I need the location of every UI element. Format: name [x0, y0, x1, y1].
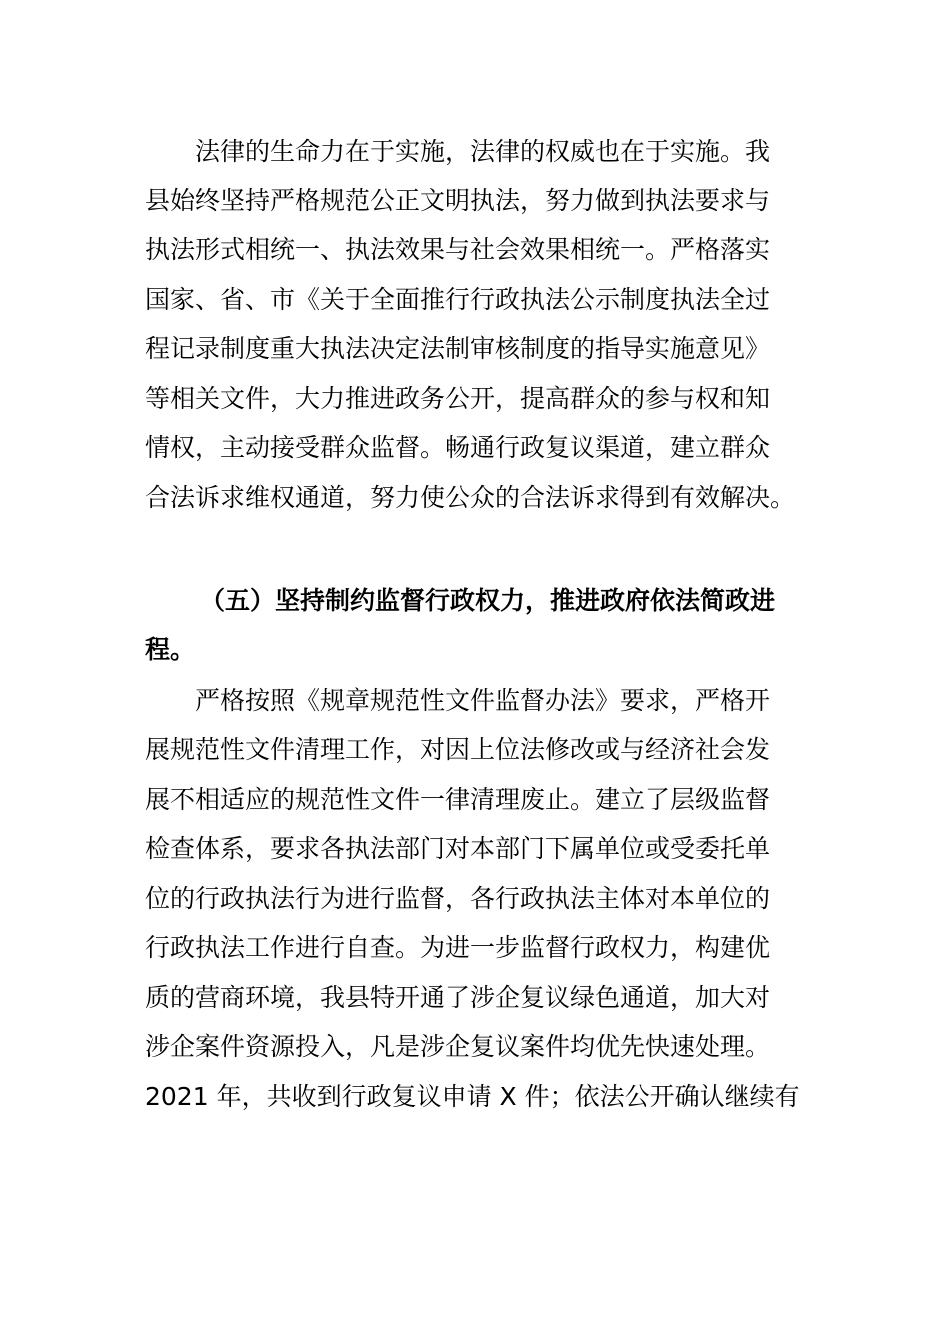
paragraph-1-line-2: 县始终坚持严格规范公正文明执法，努力做到执法要求与 — [145, 186, 771, 215]
paragraph-2-line-6: 行政执法工作进行自查。为进一步监督行政权力，构建优 — [145, 933, 771, 962]
paragraph-2-line-9: 2021 年，共收到行政复议申请 X 件；依法公开确认继续有 — [145, 1082, 800, 1111]
paragraph-1-line-4: 国家、省、市《关于全面推行行政执法公示制度执法全过 — [145, 285, 771, 314]
paragraph-2-line-5: 位的行政执法行为进行监督，各行政执法主体对本单位的 — [145, 884, 771, 913]
paragraph-1-line-8: 合法诉求维权通道，努力使公众的合法诉求得到有效解决。 — [145, 483, 796, 512]
paragraph-2-line-7: 质的营商环境，我县特开通了涉企复议绿色通道，加大对 — [145, 983, 771, 1012]
paragraph-2-line-3: 展不相适应的规范性文件一律清理废止。建立了层级监督 — [145, 785, 771, 814]
section-heading-line-1: （五）坚持制约监督行政权力，推进政府依法简政进 — [200, 586, 776, 615]
paragraph-2-line-8: 涉企案件资源投入，凡是涉企复议案件均优先快速处理。 — [145, 1032, 771, 1061]
paragraph-1-line-7: 情权，主动接受群众监督。畅通行政复议渠道，建立群众 — [145, 433, 771, 462]
paragraph-1-line-5: 程记录制度重大执法决定法制审核制度的指导实施意见》 — [145, 334, 771, 363]
paragraph-1-line-1: 法律的生命力在于实施，法律的权威也在于实施。我 — [195, 137, 771, 166]
paragraph-1-line-6: 等相关文件，大力推进政务公开，提高群众的参与权和知 — [145, 384, 771, 413]
section-heading-line-2: 程。 — [145, 635, 196, 664]
paragraph-1-line-3: 执法形式相统一、执法效果与社会效果相统一。严格落实 — [145, 235, 771, 264]
paragraph-2-line-4: 检查体系，要求各执法部门对本部门下属单位或受委托单 — [145, 834, 771, 863]
paragraph-2-line-2: 展规范性文件清理工作，对因上位法修改或与经济社会发 — [145, 735, 771, 764]
paragraph-2-line-1: 严格按照《规章规范性文件监督办法》要求，严格开 — [195, 686, 771, 715]
